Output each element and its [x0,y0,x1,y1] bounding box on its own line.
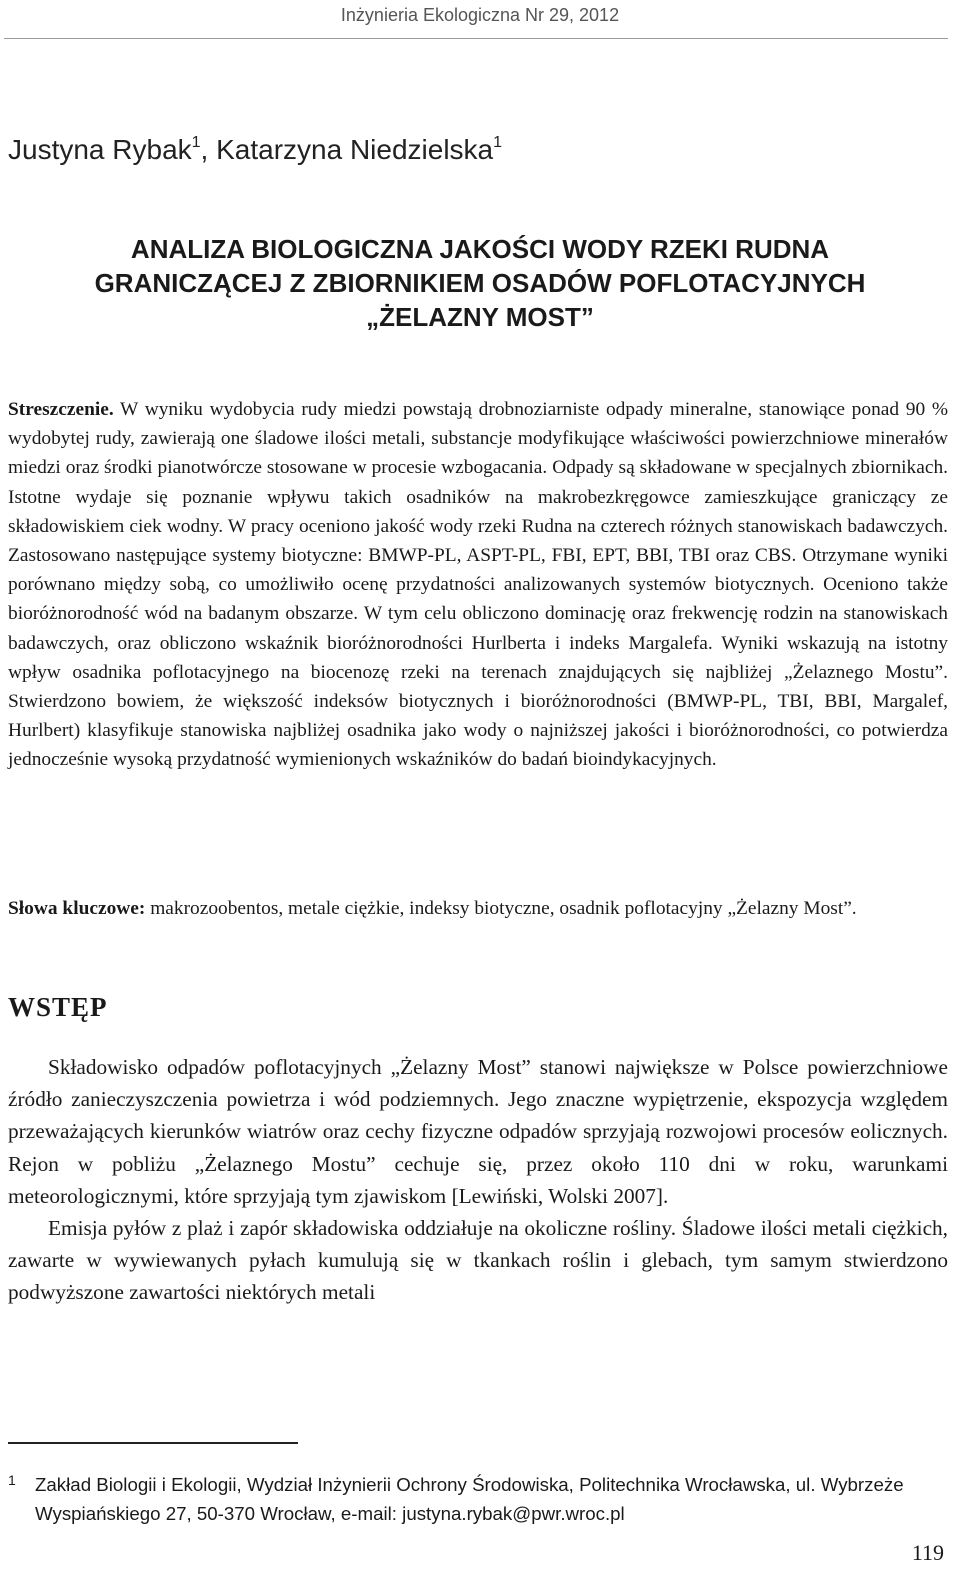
title-line: „ŻELAZNY MOST” [366,302,594,332]
header-divider [4,38,948,39]
body-text [8,1051,948,1309]
paragraph: Składowisko odpadów poflotacyjnych „Żelazny Most” stanowi największe w Polsce powierzchniowe źródło zanieczyszczenia powietrza i wód podziemnych. Jego znaczne wypiętrzenie, ekspozycja względem przeważających kierunków wiatrów oraz cechy fizyczne odpadów sprzyjają rozwojowi procesów eolicznych. Rejon w pobliżu „Żelaznego Mostu” cechuje się, przez około 110 dni w roku, warunkami meteorologicznymi, które sprzyjają tym zjawiskom [Lewiński, Wolski 2007]. [8,1055,948,1208]
author-separator: , [200,134,217,165]
title-line: ANALIZA BIOLOGICZNA JAKOŚCI WODY RZEKI RUDNA [130,234,830,264]
journal-header [0,0,960,38]
author-name: Justyna Rybak [8,134,192,165]
abstract [8,395,948,775]
footnote-mark: 1 [8,1472,16,1488]
keywords-label: Słowa kluczowe: [8,898,146,919]
page-number: 119 [911,1540,944,1565]
abstract-text: W wyniku wydobycia rudy miedzi powstają drobnoziarniste odpady mineralne, stanowiące ponad 90 % wydobytej rudy, zawierają one śladowe ilości metali, substancje modyfikujące właściwości powierzchniowe minerałów miedzi oraz środki pianotwórcze stosowane w procesie wzbogacania. Odpady są składowane w specjalnych zbiornikach. Istotne wydaje się poznanie wpływu takich osadników na makrobezkręgowce zamieszkujące graniczący ze składowiskiem ciek wodny. W pracy oceniono jakość wody rzeki Rudna na czterech różnych stanowiskach badawczych. Zastosowano następujące systemy biotyczne: BMWP-PL, ASPT-PL, FBI, EPT, BBI, TBI oraz CBS. Otrzymane wyniki porównano między sobą, co umożliwiło ocenę przydatności analizowanych systemów biotycznych. Oceniono także bioróżnorodność wód na badanym obszarze. W tym celu obliczono dominację oraz frekwencję rodzin na stanowiskach badawczych, oraz obliczono wskaźnik bioróżnorodności Hurlberta i indeks Margalefa. Wyniki wskazują na istotny wpływ osadnika poflotacyjnego na biocenozę rzeki na terenach znajdujących się najbliżej „Żelaznego Mostu”. Stwierdzono bowiem, że większość indeksów biotycznych i bioróżnorodności (BMWP-PL, TBI, BBI, Margalef, Hurlbert) klasyfikuje stanowiska najbliżej osadnika jako wody o najniższej jakości i bioróżnorodności, co potwierdza jednocześnie wysoką przydatność wymienionych wskaźników do badań bioindykacyjnych. [8,399,948,771]
footnote [8,1470,948,1528]
author-name: Katarzyna Niedzielska [216,134,494,165]
abstract-label: Streszczenie. [8,399,114,420]
affiliation-mark: 1 [191,134,201,151]
affiliation-mark: 1 [493,134,503,151]
section-heading: WSTĘP [8,992,108,1022]
keywords [8,894,948,923]
paper-title [0,232,960,334]
paragraph: Emisja pyłów z plaż i zapór składowiska oddziałuje na okoliczne rośliny. Śladowe ilości metali ciężkich, zawarte w wywiewanych pyłach kumulują się w tkankach roślin i glebach, tym samym stwierdzono podwyższone zawartości niektórych metali [8,1216,948,1305]
keywords-text: makrozoobentos, metale ciężkie, indeksy biotyczne, osadnik poflotacyjny „Żelazny Most”. [145,898,857,919]
footnote-text: Zakład Biologii i Ekologii, Wydział Inżynierii Ochrony Środowiska, Politechnika Wrocławska, ul. Wybrzeże Wyspiańskiego 27, 50-370 Wrocław, e-mail: justyna.rybak@pwr.wroc.pl [35,1474,904,1524]
journal-name: Inżynieria Ekologiczna Nr 29, 2012 [340,5,620,25]
authors-line [8,134,948,166]
footnote-divider [8,1442,298,1444]
title-line: GRANICZĄCEJ Z ZBIORNIKIEM OSADÓW POFLOTACYJNYCH [94,268,866,298]
